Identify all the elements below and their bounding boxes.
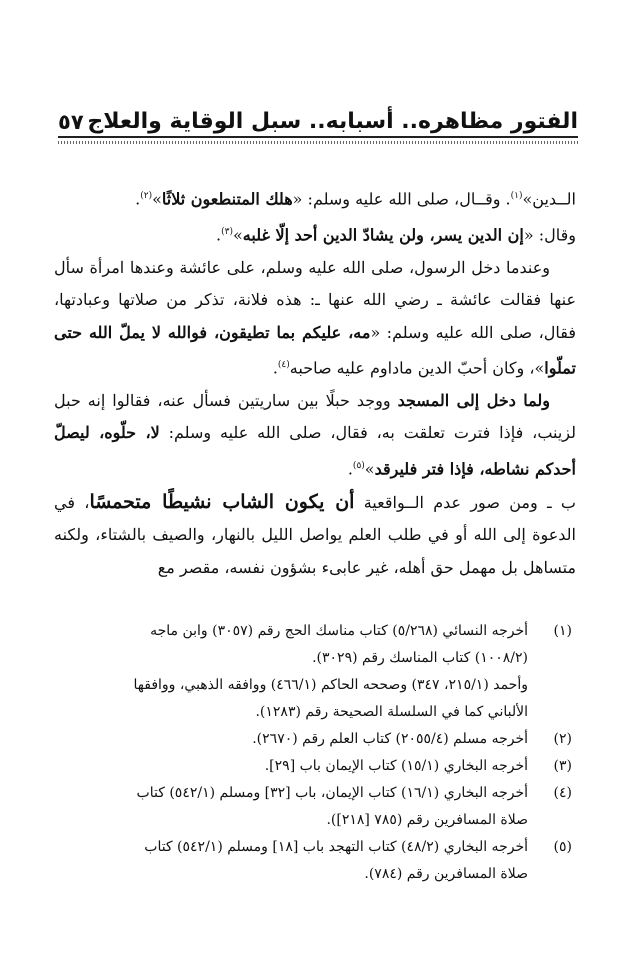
footnote-ref-5: (٥) (352, 460, 365, 471)
footnote-2 (70, 726, 572, 753)
hadith-quote-2: إن الدين يسر، ولن يشادّ الدين أحد إلّا غلبه (242, 225, 524, 245)
paragraph-1: الــدين»$^{(١)}$. وقــال، صلى الله عليه وسلم: «هلك المتنطعون ثلاثًا»$^{(٢)}$. وقال: «إن الدين يسر، ولن يشادّ الدين أحد إلّا غلبه»$^{(٣)}$. (135, 189, 576, 245)
footnote-ref-4: (٤) (277, 360, 290, 371)
hadith-quote-4: لا، حلّوه، ليصلّ أحدكم نشاطه، فإذا فتر فليرقد (54, 423, 576, 479)
footnote-line: (١٠٠٨/٢) كتاب المناسك رقم (٣٠٢٩). (312, 650, 528, 666)
main-text (54, 180, 576, 584)
paragraph-3: ولما دخل إلى المسجد ووجد حبلًا بين ساريتين فسأل عنه، فقالوا إنه حبل لزينب، فإذا فترت تعلقت به، فقال، صلى الله عليه وسلم: لا، حلّوه، ليصلّ أحدكم نشاطه، فإذا فتر فليرقد»$^{(٥)}$. (54, 390, 577, 479)
footnote-line: أخرجه البخاري (٤٨/٢) كتاب التهجد باب [١٨] ومسلم (٥٤٢/١) كتاب (144, 839, 528, 855)
hadith-quote-3: مه، عليكم بما تطيقون، فوالله لا يملّ الله حتى تملّوا (54, 322, 576, 378)
footnote-5 (70, 834, 572, 888)
footnote-line: الألباني كما في السلسلة الصحيحة رقم (١٢٨٣). (255, 704, 528, 720)
footnotes (70, 618, 572, 888)
page-header (58, 100, 578, 134)
footnote-1-continued (70, 672, 572, 726)
footnote-number: (٣) (553, 758, 572, 774)
footnote-line: صلاة المسافرين رقم (٧٨٤). (364, 866, 528, 882)
footnote-3 (70, 753, 572, 780)
footnote-line: صلاة المسافرين رقم (٧٨٥ [٢١٨]). (326, 812, 528, 828)
emphasis-heading: أن يكون الشاب نشيطًا متحمسًا (89, 490, 355, 513)
footnote-number: (٤) (553, 785, 572, 801)
footnote-ref-1: (١) (510, 191, 523, 201)
hadith-quote-1: هلك المتنطعون ثلاثًا (161, 189, 293, 209)
paragraph-4: ب ـ ومن صور عدم الــواقعية أن يكون الشاب نشيطًا متحمسًا، في الدعوة إلى الله أو في طلب العلم يواصل الليل بالنهار، والصيف بالشتاء، ولكنه متساهل بل مهمل حق أهله، غير عابىء بشؤون نفسه، مقصر مع (54, 490, 576, 577)
footnote-number: (١) (553, 623, 572, 639)
running-title: الفتور مظاهره.. أسبابه.. سبل الوقاية والعلاج (87, 109, 578, 134)
footnote-line: أخرجه البخاري (١٦/١) كتاب الإيمان، باب [٣٢] ومسلم (٥٤٢/١) كتاب (136, 785, 528, 801)
footnote-4 (70, 780, 572, 834)
footnote-number: (٢) (553, 731, 572, 747)
footnote-number: (٥) (553, 839, 572, 855)
header-rule (58, 136, 578, 146)
footnote-1 (70, 618, 572, 672)
page-number: ٥٧ (58, 110, 84, 134)
paragraph-2: وعندما دخل الرسول، صلى الله عليه وسلم، على عائشة وعندها امرأة سأل عنها فقالت عائشة ـ رضي الله عنها ـ: هذه فلانة، تذكر من صلاتها وعبادتها، فقال، صلى الله عليه وسلم: «مه، عليكم بما تطيقون، فوالله لا يملّ الله حتى تملّوا»، وكان أحبّ الدين ماداوم عليه صاحبه$^{(٤)}$. (54, 257, 576, 378)
footnote-line: وأحمد (٢١٥/١، ٣٤٧) وصححه الحاكم (٤٦٦/١) ووافقه الذهبي، ووافقها (133, 677, 528, 693)
footnote-line: أخرجه مسلم (٢٠٥٥/٤) كتاب العلم رقم (٢٦٧٠). (252, 731, 528, 747)
footnote-line: أخرجه البخاري (١٥/١) كتاب الإيمان باب [٢٩]. (264, 758, 528, 774)
footnote-ref-3: (٣) (221, 226, 233, 237)
footnote-ref-2: (٢) (140, 191, 153, 201)
footnote-line: أخرجه النسائي (٥/٢٦٨) كتاب مناسك الحج رقم (٣٠٥٧) وابن ماجه (150, 623, 528, 639)
